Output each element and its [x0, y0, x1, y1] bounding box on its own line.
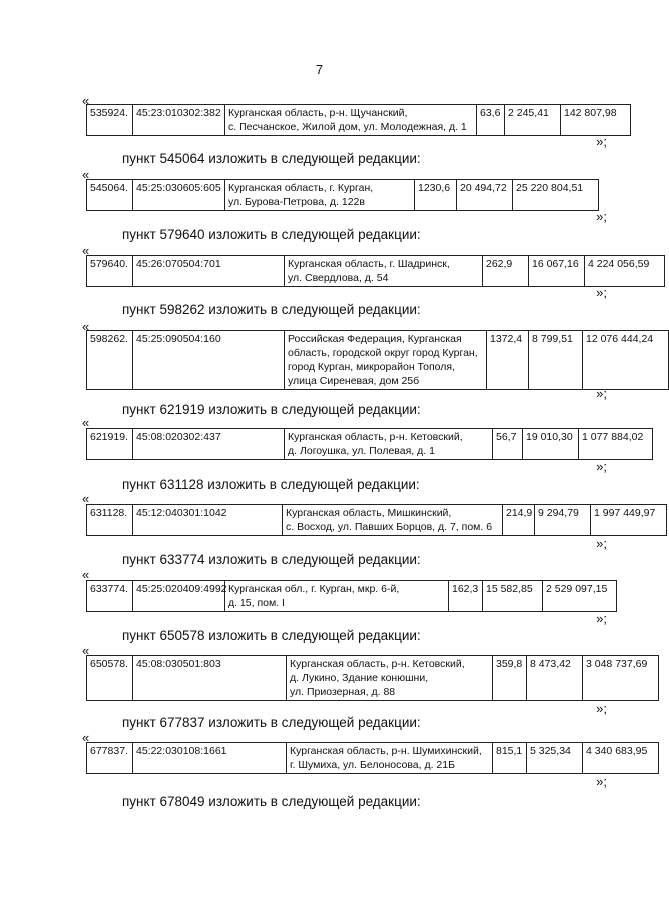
record-number: 579640. — [87, 256, 133, 287]
object-area: 815,1 — [493, 743, 527, 774]
object-address — [285, 429, 493, 460]
address-line: д. 15, пом. I — [228, 597, 285, 609]
amendment-heading: пункт 631128 изложить в следующей редакции: — [122, 477, 420, 492]
record-number: 621919. — [87, 429, 133, 460]
object-address — [287, 656, 493, 701]
address-line: с. Песчанское, Жилой дом, ул. Молодежная, д. 1 — [228, 121, 467, 133]
cadastral-number: 45:25:090504:160 — [133, 331, 285, 390]
address-line: Курганская область, р-н. Щучанский, — [228, 107, 408, 119]
address-line: Курганская область, Мишкинский, — [286, 507, 452, 519]
cadastral-value: 25 220 804,51 — [513, 180, 599, 211]
cadastral-value: 1 077 884,02 — [579, 429, 653, 460]
cadastral-value: 12 076 444,24 — [583, 331, 669, 390]
cadastral-number: 45:08:030501:803 — [133, 656, 287, 701]
address-line: улица Сиреневая, дом 25б — [288, 375, 420, 387]
record-number: 677837. — [87, 743, 133, 774]
opening-quote: « — [82, 491, 90, 506]
record-table — [86, 104, 631, 136]
object-address — [283, 505, 503, 536]
object-area: 63,6 — [477, 105, 505, 136]
record-number: 598262. — [87, 331, 133, 390]
object-address — [225, 180, 415, 211]
closing-quote: »; — [596, 536, 607, 551]
address-line: область, городской округ город Курган, — [288, 347, 478, 359]
opening-quote: « — [82, 643, 90, 658]
opening-quote: « — [82, 243, 90, 258]
object-area: 1372,4 — [487, 331, 529, 390]
opening-quote: « — [82, 167, 90, 182]
address-line: Курганская область, р-н. Кетовский, — [288, 431, 463, 443]
record-table — [86, 255, 665, 287]
specific-value: 8 799,51 — [529, 331, 583, 390]
record-table — [86, 428, 653, 460]
address-line: Курганская область, г. Курган, — [228, 182, 374, 194]
address-line: д. Лукино, Здание конюшни, — [290, 672, 429, 684]
address-line: Курганская обл., г. Курган, мкр. 6-й, — [228, 583, 400, 595]
record-number: 545064. — [87, 180, 133, 211]
record-table — [86, 330, 669, 390]
address-line: ул. Свердлова, д. 54 — [288, 272, 389, 284]
opening-quote: « — [82, 567, 90, 582]
cadastral-number: 45:08:020302:437 — [133, 429, 285, 460]
cadastral-value: 4 224 056,59 — [585, 256, 665, 287]
cadastral-number: 45:12:040301:1042 — [133, 505, 283, 536]
closing-quote: »; — [596, 386, 607, 401]
opening-quote: « — [82, 319, 90, 334]
cadastral-number: 45:25:020409:4992 — [133, 581, 225, 612]
amendment-heading: пункт 677837 изложить в следующей редакции: — [122, 715, 421, 730]
closing-quote: »; — [596, 611, 607, 626]
amendment-heading: пункт 545064 изложить в следующей редакции: — [122, 151, 421, 166]
closing-quote: »; — [596, 701, 607, 716]
closing-quote: »; — [596, 285, 607, 300]
address-line: ул. Бурова-Петрова, д. 122в — [228, 196, 365, 208]
specific-value: 2 245,41 — [505, 105, 561, 136]
cadastral-value: 3 048 737,69 — [583, 656, 659, 701]
amendment-heading: пункт 598262 изложить в следующей редакции: — [122, 302, 421, 317]
object-area: 262,9 — [483, 256, 529, 287]
cadastral-number: 45:23:010302:382 — [133, 105, 225, 136]
record-table — [86, 742, 659, 774]
record-number: 535924. — [87, 105, 133, 136]
object-address — [285, 256, 483, 287]
address-line: с. Восход, ул. Павших Борцов, д. 7, пом. 6 — [286, 521, 493, 533]
address-line: г. Шумиха, ул. Белоносова, д. 21Б — [290, 759, 455, 771]
specific-value: 15 582,85 — [483, 581, 543, 612]
specific-value: 16 067,16 — [529, 256, 585, 287]
table-row — [87, 429, 653, 460]
cadastral-value: 4 340 683,95 — [583, 743, 659, 774]
table-row — [87, 331, 669, 390]
address-line: ул. Приозерная, д. 88 — [290, 686, 396, 698]
amendment-heading: пункт 579640 изложить в следующей редакции: — [122, 227, 421, 242]
specific-value: 5 325,34 — [527, 743, 583, 774]
amendment-heading: пункт 621919 изложить в следующей редакции: — [122, 402, 421, 417]
closing-quote: »; — [596, 209, 607, 224]
cadastral-number: 45:26:070504:701 — [133, 256, 285, 287]
table-row — [87, 105, 631, 136]
object-area: 214,9 — [503, 505, 535, 536]
cadastral-value: 1 997 449,97 — [591, 505, 667, 536]
amendment-heading: пункт 633774 изложить в следующей редакции: — [122, 552, 421, 567]
record-number: 633774. — [87, 581, 133, 612]
table-row — [87, 180, 599, 211]
object-area: 162,3 — [449, 581, 483, 612]
opening-quote: « — [82, 93, 90, 108]
object-area: 359,8 — [493, 656, 527, 701]
amendment-heading: пункт 650578 изложить в следующей редакции: — [122, 628, 421, 643]
page-number: 7 — [315, 62, 324, 77]
table-row — [87, 256, 665, 287]
address-line: Курганская область, р-н. Кетовский, — [290, 658, 465, 670]
record-number: 631128. — [87, 505, 133, 536]
amendment-heading: пункт 678049 изложить в следующей редакции: — [122, 794, 421, 809]
specific-value: 9 294,79 — [535, 505, 591, 536]
object-area: 1230,6 — [415, 180, 457, 211]
specific-value: 19 010,30 — [523, 429, 579, 460]
object-address — [287, 743, 493, 774]
cadastral-number: 45:25:030605:605 — [133, 180, 225, 211]
closing-quote: »; — [596, 459, 607, 474]
address-line: Российская Федерация, Курганская — [288, 333, 462, 345]
cadastral-value: 2 529 097,15 — [543, 581, 617, 612]
table-row — [87, 505, 667, 536]
table-row — [87, 656, 659, 701]
object-address — [225, 581, 449, 612]
record-table — [86, 179, 599, 211]
closing-quote: »; — [596, 134, 607, 149]
specific-value: 20 494,72 — [457, 180, 513, 211]
address-line: город Курган, микрорайон Тополя, — [288, 361, 456, 373]
specific-value: 8 473,42 — [527, 656, 583, 701]
object-address — [225, 105, 477, 136]
address-line: д. Логоушка, ул. Полевая, д. 1 — [288, 445, 435, 457]
table-row — [87, 743, 659, 774]
opening-quote: « — [82, 415, 90, 430]
address-line: Курганская область, г. Шадринск, — [288, 258, 450, 270]
table-row — [87, 581, 617, 612]
opening-quote: « — [82, 730, 90, 745]
record-table — [86, 655, 659, 701]
address-line: Курганская область, р-н. Шумихинский, — [290, 745, 482, 757]
record-number: 650578. — [87, 656, 133, 701]
record-table — [86, 580, 617, 612]
cadastral-value: 142 807,98 — [561, 105, 631, 136]
object-area: 56,7 — [493, 429, 523, 460]
record-table — [86, 504, 667, 536]
cadastral-number: 45:22:030108:1661 — [133, 743, 287, 774]
object-address — [285, 331, 487, 390]
closing-quote: »; — [596, 774, 607, 789]
